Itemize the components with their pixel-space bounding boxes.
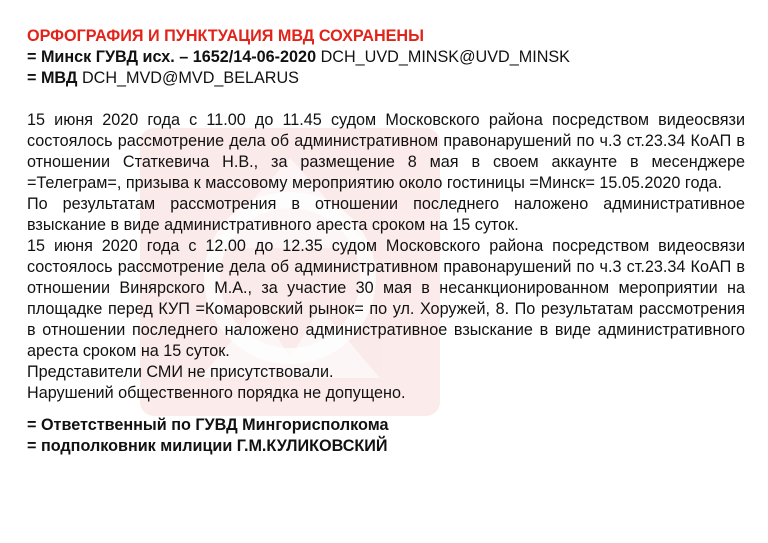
paragraph-media-absent: Представители СМИ не присутствовали.	[27, 363, 334, 381]
header-sender-address: DCH_UVD_MINSK@UVD_MINSK	[316, 48, 570, 66]
paragraph-statkevich-hearing: 15 июня 2020 года с 11.00 до 11.45 судом Московского района посредством видеосвязи состоялось рассмотрение дела об административном правонарушений по ч.3 ст.23.34 КоАП в отношении Статкевича Н.В., за размещение 8 мая в своем аккаунте в месенджере =Телеграм=, призыва к массовому мероприятию около гостиницы =Минск= 15.05.2020 года.	[27, 111, 745, 192]
header-sender-label: = Минск ГУВД исх. – 1652/14-06-2020	[27, 48, 317, 66]
header-recipient-label: = МВД	[27, 69, 78, 87]
spacer	[27, 89, 745, 110]
paragraph-vinyarsky-hearing: 15 июня 2020 года с 12.00 до 12.35 судом Московского района посредством видеосвязи состоялось рассмотрение дела об административном правонарушений по ч.3 ст.23.34 КоАП в отношении Винярского М.А., за участие 30 мая в несанкционированном мероприятии на площадке перед КУП =Комаровский рынок= по ул. Хоружей, 8. По результатам рассмотрения в отношении последнего наложено административное взыскание в виде административного ареста сроком на 15 суток.	[27, 237, 745, 360]
header-line-sender	[27, 47, 745, 68]
signature-name: = подполковник милиции Г.М.КУЛИКОВСКИЙ	[27, 437, 388, 455]
spacer	[27, 404, 745, 415]
header-line-recipient	[27, 68, 745, 89]
document-body	[27, 26, 745, 457]
document-title: ОРФОГРАФИЯ И ПУНКТУАЦИЯ МВД СОХРАНЕНЫ	[27, 27, 424, 45]
signature-position: = Ответственный по ГУВД Мингорисполкома	[27, 416, 389, 434]
header-recipient-address: DCH_MVD@MVD_BELARUS	[77, 69, 299, 87]
paragraph-no-violations: Нарушений общественного порядка не допущено.	[27, 384, 406, 402]
paragraph-statkevich-result: По результатам рассмотрения в отношении последнего наложено административное взыскание в виде административного ареста сроком на 15 суток.	[27, 195, 745, 234]
